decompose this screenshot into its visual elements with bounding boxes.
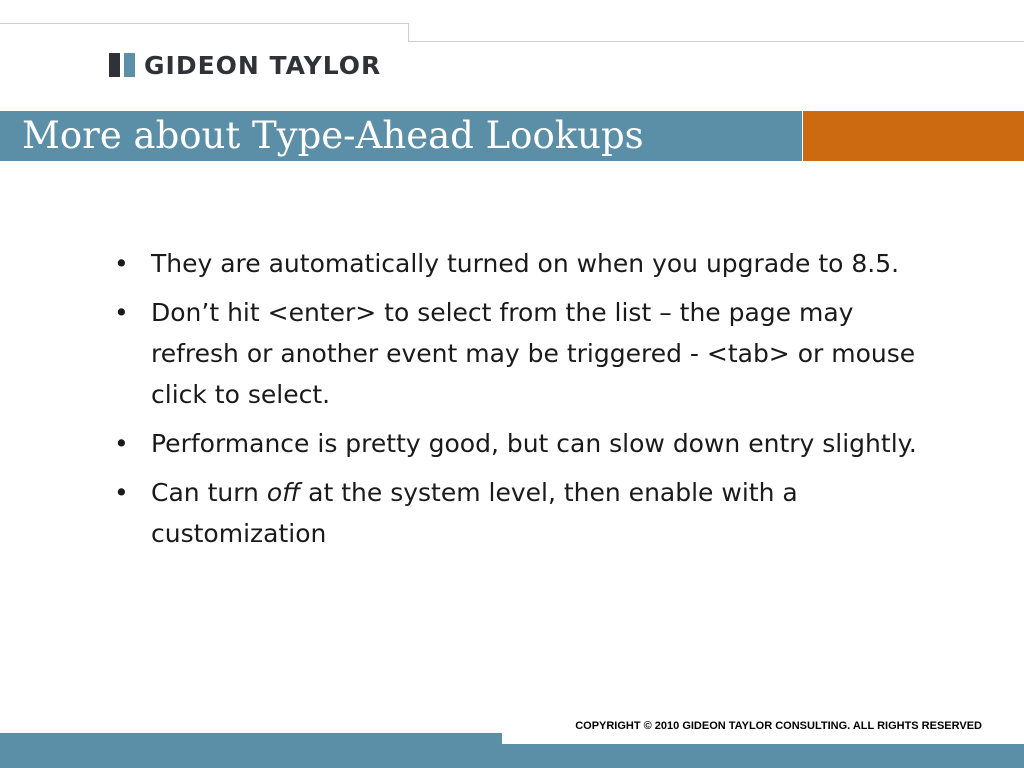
footer-bar-left xyxy=(0,733,502,768)
bullet-text: Don’t hit <enter> to select from the list – the page may refresh or another event may be triggered - <tab> or mouse click to select. xyxy=(151,298,916,409)
bullet-item xyxy=(114,292,941,415)
logo-bar-dark xyxy=(109,53,120,77)
bullet-list xyxy=(114,243,941,562)
header-rule-step xyxy=(408,23,409,41)
bullet-marker: • xyxy=(114,298,129,327)
company-logo xyxy=(109,51,381,79)
logo-bar-blue xyxy=(124,53,135,77)
header-rule-right xyxy=(408,41,1024,42)
bullet-marker: • xyxy=(114,478,129,507)
bullet-item xyxy=(114,243,941,284)
header-rule-left xyxy=(0,23,409,24)
bullet-item xyxy=(114,472,941,554)
bullet-marker: • xyxy=(114,249,129,278)
bullet-text-start: Can turn xyxy=(151,478,267,507)
copyright-notice: COPYRIGHT © 2010 GIDEON TAYLOR CONSULTING. ALL RIGHTS RESERVED xyxy=(575,720,982,732)
title-accent-block xyxy=(803,111,1024,161)
bullet-text: They are automatically turned on when you upgrade to 8.5. xyxy=(151,249,900,278)
bullet-emphasis: off xyxy=(266,478,301,507)
bullet-text: Performance is pretty good, but can slow down entry slightly. xyxy=(151,429,917,458)
bullet-item xyxy=(114,423,941,464)
footer-bar-right xyxy=(502,744,1024,768)
logo-text: GIDEON TAYLOR xyxy=(144,50,382,80)
bullet-text-end: at the system level, then enable with a customization xyxy=(151,478,798,548)
bullet-marker: • xyxy=(114,429,129,458)
logo-mark-icon xyxy=(109,53,135,77)
slide-title: More about Type-Ahead Lookups xyxy=(22,114,644,157)
